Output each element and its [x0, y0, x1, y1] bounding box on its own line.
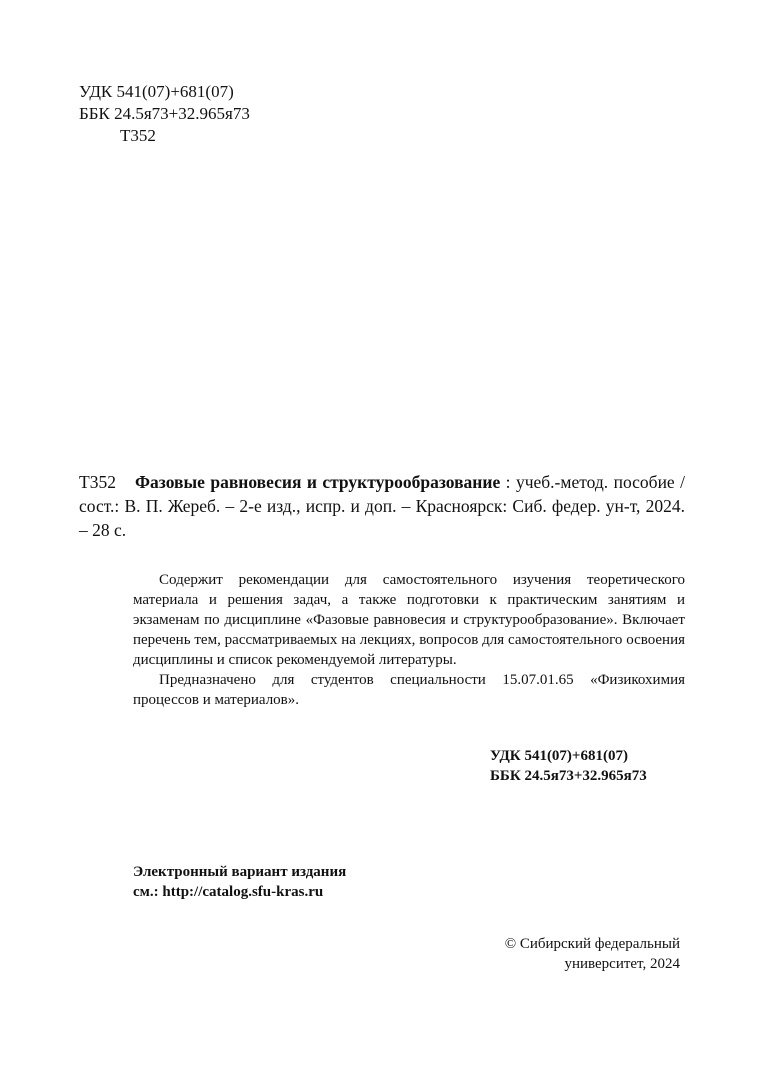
electronic-version-link[interactable]: см.: http://catalog.sfu-kras.ru — [133, 884, 324, 900]
electronic-version-note — [133, 862, 346, 902]
copyright-line-2: университет, 2024 — [564, 956, 680, 972]
author-mark: Т352 — [120, 126, 156, 145]
bibliographic-code: Т352 — [79, 472, 116, 492]
bibliographic-text — [79, 470, 685, 542]
bibliographic-record — [79, 470, 685, 542]
udk-code: УДК 541(07)+681(07) — [79, 82, 234, 101]
bbk-code-bottom: ББК 24.5я73+32.965я73 — [490, 768, 647, 784]
book-title: Фазовые равновесия и структурообразование — [135, 472, 501, 492]
abstract-paragraph-1: Содержит рекомендации для самостоятельного изучения теоретического материала и решения задач, а также подготовки к практическим занятиям и экзаменам по дисциплине «Фазовые равновесия и структурообразование». Включает перечень тем, рассматриваемых на лекциях, вопросов для самостоятельного освоения дисциплины и список рекомендуемой литературы. — [133, 572, 685, 668]
copyright-notice — [505, 934, 680, 974]
abstract — [133, 570, 685, 710]
classification-codes-bottom — [490, 746, 647, 786]
bibliographic-description: : учеб.-метод. пособие / сост.: В. П. Жереб. – 2-е изд., испр. и доп. – Красноярск: Сиб. федер. ун-т, 2024. – 28 с. — [79, 472, 685, 540]
abstract-paragraph-2: Предназначено для студентов специальности 15.07.01.65 «Физикохимия процессов и материалов». — [133, 672, 685, 708]
bbk-code: ББК 24.5я73+32.965я73 — [79, 104, 250, 123]
classification-codes-top — [79, 81, 250, 147]
copyright-line-1: © Сибирский федеральный — [504, 936, 680, 952]
electronic-version-line-1: Электронный вариант издания — [133, 864, 347, 880]
udk-code-bottom: УДК 541(07)+681(07) — [490, 748, 628, 764]
